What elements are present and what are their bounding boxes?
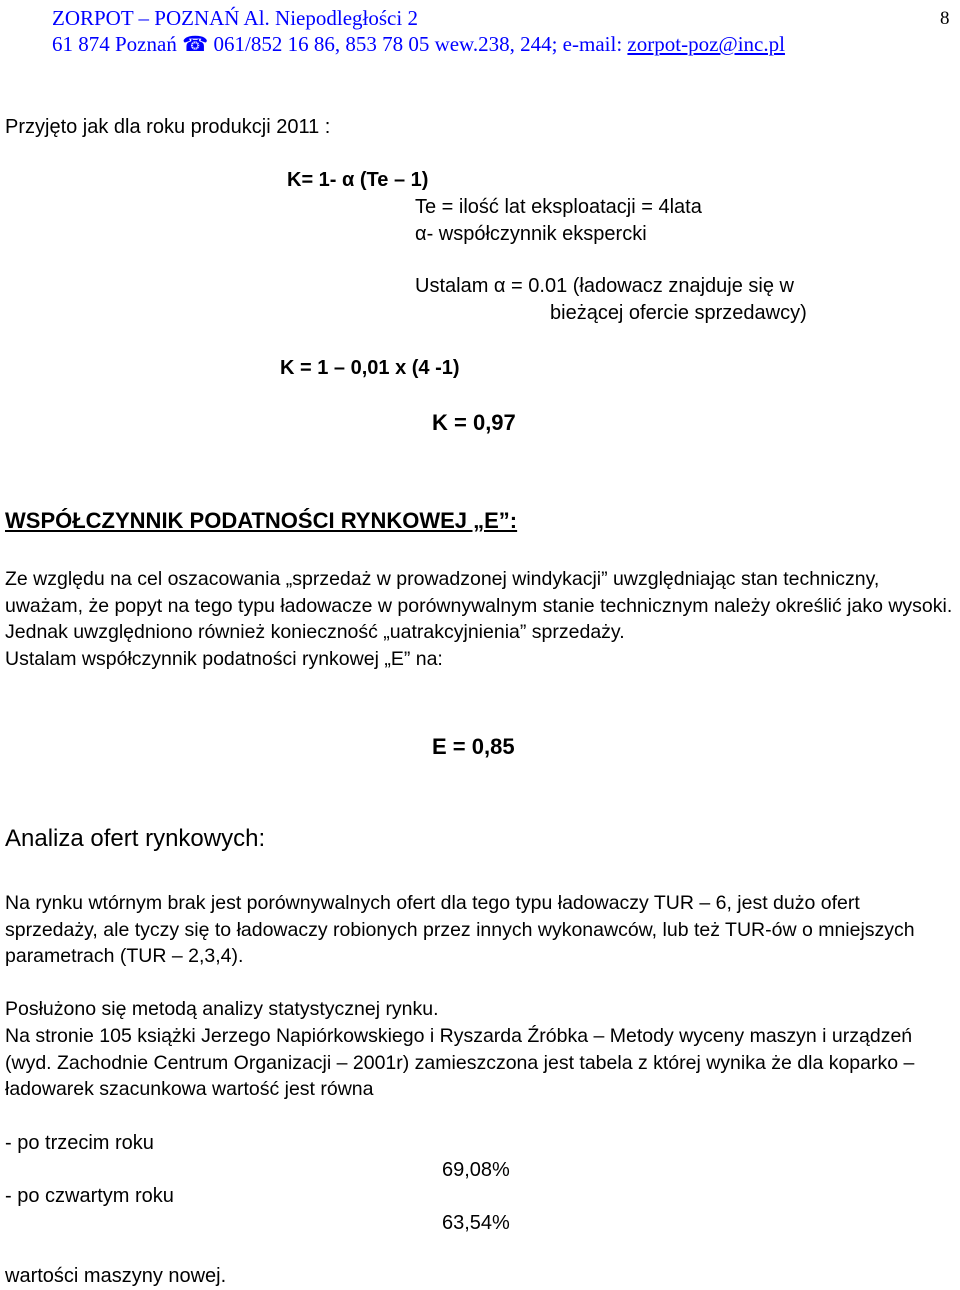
header-line-1: ZORPOT – POZNAŃ Al. Niepodległości 2	[52, 6, 418, 30]
page-number: 8	[940, 8, 950, 29]
analysis-paragraph-2: Posłużono się metodą analizy statystycznej rynku.	[5, 998, 439, 1020]
e-result: E = 0,85	[432, 734, 515, 759]
header-contact: 61 874 Poznań ☎ 061/852 16 86, 853 78 05 wew.238, 244; e-mail:	[52, 32, 628, 56]
alpha-set-line-1: Ustalam α = 0.01 (ładowacz znajduje się w	[415, 275, 794, 297]
section-e-paragraph: Ze względu na cel oszacowania „sprzedaż w prowadzonej windykacji” uwzględniając stan techniczny, uważam, że popyt na tego typu ładowacze w porównywalnym stanie technicznym należy określić jako wysoki. Jednak uwzględniono również konieczność „uatrakcyjnienia” sprzedaży.	[5, 568, 953, 643]
alpha-set-line-2: bieżącej ofercie sprzedawcy)	[550, 302, 807, 324]
formula-alpha: α- współczynnik ekspercki	[415, 223, 647, 245]
formula-te: Te = ilość lat eksploatacji = 4lata	[415, 196, 702, 218]
k-result: K = 0,97	[432, 410, 516, 435]
item-1-value: 69,08%	[442, 1159, 510, 1181]
item-1-label: - po trzecim roku	[5, 1132, 154, 1154]
section-e-body	[5, 566, 955, 672]
email-link[interactable]: zorpot-poz@inc.pl	[627, 32, 785, 56]
item-2-value: 63,54%	[442, 1212, 510, 1234]
analysis-paragraph-3: Na stronie 105 książki Jerzego Napiórkowskiego i Ryszarda Źróbka – Metody wyceny maszyn i urządzeń (wyd. Zachodnie Centrum Organizacji – 2001r) zamieszczona jest tabela z której wynika że dla koparko – ładowarek szacunkowa wartość jest równa	[5, 1025, 915, 1100]
section-e-heading: WSPÓŁCZYNNIK PODATNOŚCI RYNKOWEJ „E”:	[5, 508, 518, 533]
formula-k: K= 1- α (Te – 1)	[287, 169, 429, 191]
footer-text: wartości maszyny nowej.	[5, 1265, 227, 1287]
header-line-2	[52, 32, 785, 56]
section-e-ustalam: Ustalam współczynnik podatności rynkowej „E” na:	[5, 647, 443, 670]
item-2-label: - po czwartym roku	[5, 1185, 174, 1207]
k-calculation: K = 1 – 0,01 x (4 -1)	[280, 357, 460, 379]
intro-text: Przyjęto jak dla roku produkcji 2011 :	[5, 116, 331, 138]
analysis-heading: Analiza ofert rynkowych:	[5, 825, 266, 852]
analysis-paragraph-1: Na rynku wtórnym brak jest porównywalnych ofert dla tego typu ładowaczy TUR – 6, jest dużo ofert sprzedaży, ale tyczy się to ładowaczy robionych przez innych wykonawców, lub też TUR-ów o mniejszych parametrach (TUR – 2,3,4).	[5, 892, 915, 967]
